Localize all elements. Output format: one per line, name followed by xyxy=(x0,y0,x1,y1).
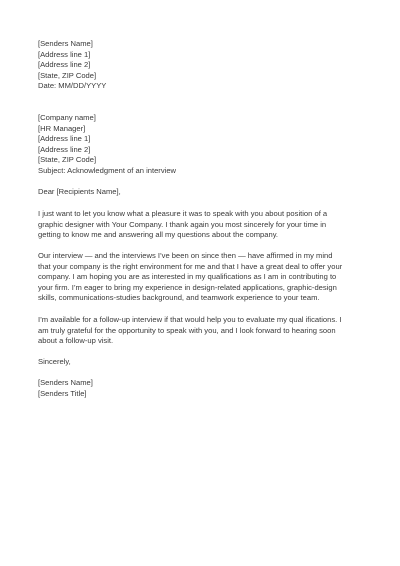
signature-name: [Senders Name] xyxy=(38,378,93,387)
signature-title: [Senders Title] xyxy=(38,388,87,398)
sender-address-line-2: [Address line 2] xyxy=(38,60,91,70)
body-paragraph-2 xyxy=(38,251,368,304)
recipient-hr-manager: [HR Manager] xyxy=(38,123,86,133)
recipient-address-block xyxy=(38,113,368,177)
paragraph-3-line: about a follow-up visit. xyxy=(38,336,114,346)
paragraph-1-line: graphic designer with Your Company. I thank again you most sincerely for your time in xyxy=(38,219,327,229)
sender-state-zip: [State, ZIP Code] xyxy=(38,70,97,80)
body-paragraph-3 xyxy=(38,315,368,347)
paragraph-2-line: company. I am hoping you are as interested in my qualifications as I am in contributing to xyxy=(38,272,337,282)
paragraph-2-line: skills, communications-studies background, and teamwork experience to your team. xyxy=(38,293,320,303)
recipient-state-zip: [State, ZIP Code] xyxy=(38,155,97,165)
paragraph-1-line: getting to know me and answering all my questions about the company. xyxy=(38,230,279,240)
sender-address-block xyxy=(38,39,368,92)
paragraph-1-line: I just want to let you know what a pleasure it was to speak with you about position of a xyxy=(38,209,328,218)
signature-block xyxy=(38,378,368,399)
paragraph-2-line: your firm. I’m eager to bring my experience in design-related applications, graphic-design xyxy=(38,282,337,292)
recipient-company-name: [Company name] xyxy=(38,113,96,122)
recipient-address-line-2: [Address line 2] xyxy=(38,144,91,154)
body-paragraph-1 xyxy=(38,209,368,241)
paragraph-2-line: that your company is the right environment for me and that I have a great deal to offer your xyxy=(38,261,343,271)
recipient-address-line-1: [Address line 1] xyxy=(38,134,91,144)
sender-name: [Senders Name] xyxy=(38,39,93,48)
salutation xyxy=(38,187,368,198)
sender-address-line-1: [Address line 1] xyxy=(38,49,91,59)
paragraph-2-line: Our interview — and the interviews I’ve been on since then — have affirmed in my mind xyxy=(38,251,333,260)
salutation-text: Dear [Recipients Name], xyxy=(38,187,121,196)
paragraph-3-line: I’m available for a follow-up interview if that would help you to evaluate my qual ifications. I xyxy=(38,315,342,324)
paragraph-3-line: am truly grateful for the opportunity to speak with you, and I look forward to hearing soon xyxy=(38,325,336,335)
letter-date: Date: MM/DD/YYYY xyxy=(38,81,107,91)
closing-text: Sincerely, xyxy=(38,357,71,366)
letter-subject: Subject: Acknowledgment of an interview xyxy=(38,165,177,175)
closing xyxy=(38,357,368,368)
